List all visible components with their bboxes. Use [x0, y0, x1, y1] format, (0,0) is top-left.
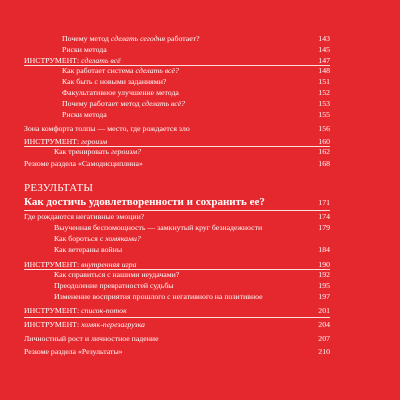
toc-entry: Резюме раздела «Результаты» 210 — [24, 347, 330, 356]
page-number: 210 — [318, 347, 330, 356]
page-number: 147 — [318, 56, 330, 65]
page-number: 192 — [318, 270, 330, 279]
page-number: 145 — [318, 45, 330, 54]
page-number: 174 — [318, 212, 330, 221]
toc-entry: ИНСТРУМЕНТ: список-поток 201 — [24, 306, 330, 315]
divider — [24, 317, 330, 318]
page-number: 160 — [318, 137, 330, 146]
toc-entry: Риски метода 145 — [62, 45, 330, 54]
page-number: 197 — [318, 292, 330, 301]
toc-entry: ИНСТРУМЕНТ: хомяк-перезагрузка 204 — [24, 320, 330, 329]
page-number: 148 — [318, 66, 330, 75]
section-subtitle: Как достичь удовлетворенности и сохранить ее? 171 — [24, 196, 330, 208]
page-number: 151 — [318, 77, 330, 86]
toc-entry: Почему метод сделать сегодня работает? 143 — [62, 34, 330, 43]
page-number: 184 — [318, 245, 330, 254]
toc-entry: Личностный рост и личностное падение 207 — [24, 334, 330, 343]
page-number: 155 — [318, 110, 330, 119]
toc-entry: Как бороться с хомяками? — [54, 234, 141, 243]
page-number: 153 — [318, 99, 330, 108]
toc-entry: Как работает система сделать всё? 148 — [62, 66, 330, 75]
toc-entry: Риски метода 155 — [62, 110, 330, 119]
page-number: 204 — [318, 320, 330, 329]
divider — [24, 210, 330, 211]
page-number: 190 — [318, 260, 330, 269]
page-number: 162 — [318, 147, 330, 156]
toc-entry: Как ветераны войны 184 — [54, 245, 330, 254]
toc-entry: Изменение восприятия прошлого с негативного на позитивное 197 — [54, 292, 330, 301]
page-number: 171 — [318, 198, 330, 207]
toc-entry: Преодоление превратностей судьбы 195 — [54, 281, 330, 290]
toc-entry: ИНСТРУМЕНТ: сделать всё 147 — [24, 56, 330, 65]
toc-entry: Выученная беспомощность — замкнутый круг безнадежности 179 — [54, 223, 330, 232]
toc-entry: Как тренировать героизм? 162 — [54, 147, 330, 156]
toc-entry: Зона комфорта толпы — место, где рождается зло 156 — [24, 124, 330, 133]
toc-entry: Как быть с новыми заданиями? 151 — [62, 77, 330, 86]
page-number: 201 — [318, 306, 330, 315]
toc-entry: Почему работает метод сделать всё? 153 — [62, 99, 330, 108]
toc-entry: Факультативное улучшение метода 152 — [62, 88, 330, 97]
toc-entry: ИНСТРУМЕНТ: внутренняя игра 190 — [24, 260, 330, 269]
toc-entry: Резюме раздела «Самодисциплина» 168 — [24, 159, 330, 168]
page-number: 143 — [318, 34, 330, 43]
toc-entry: Где рождаются негативные эмоции? 174 — [24, 212, 330, 221]
page-number: 168 — [318, 159, 330, 168]
page-number: 195 — [318, 281, 330, 290]
section-heading: РЕЗУЛЬТАТЫ — [24, 182, 94, 194]
page-number: 179 — [318, 223, 330, 232]
page-number: 207 — [318, 334, 330, 343]
toc-entry: Как справиться с нашими неудачами? 192 — [54, 270, 330, 279]
toc-entry: ИНСТРУМЕНТ: героизм 160 — [24, 137, 330, 146]
page-number: 152 — [318, 88, 330, 97]
page-number: 156 — [318, 124, 330, 133]
